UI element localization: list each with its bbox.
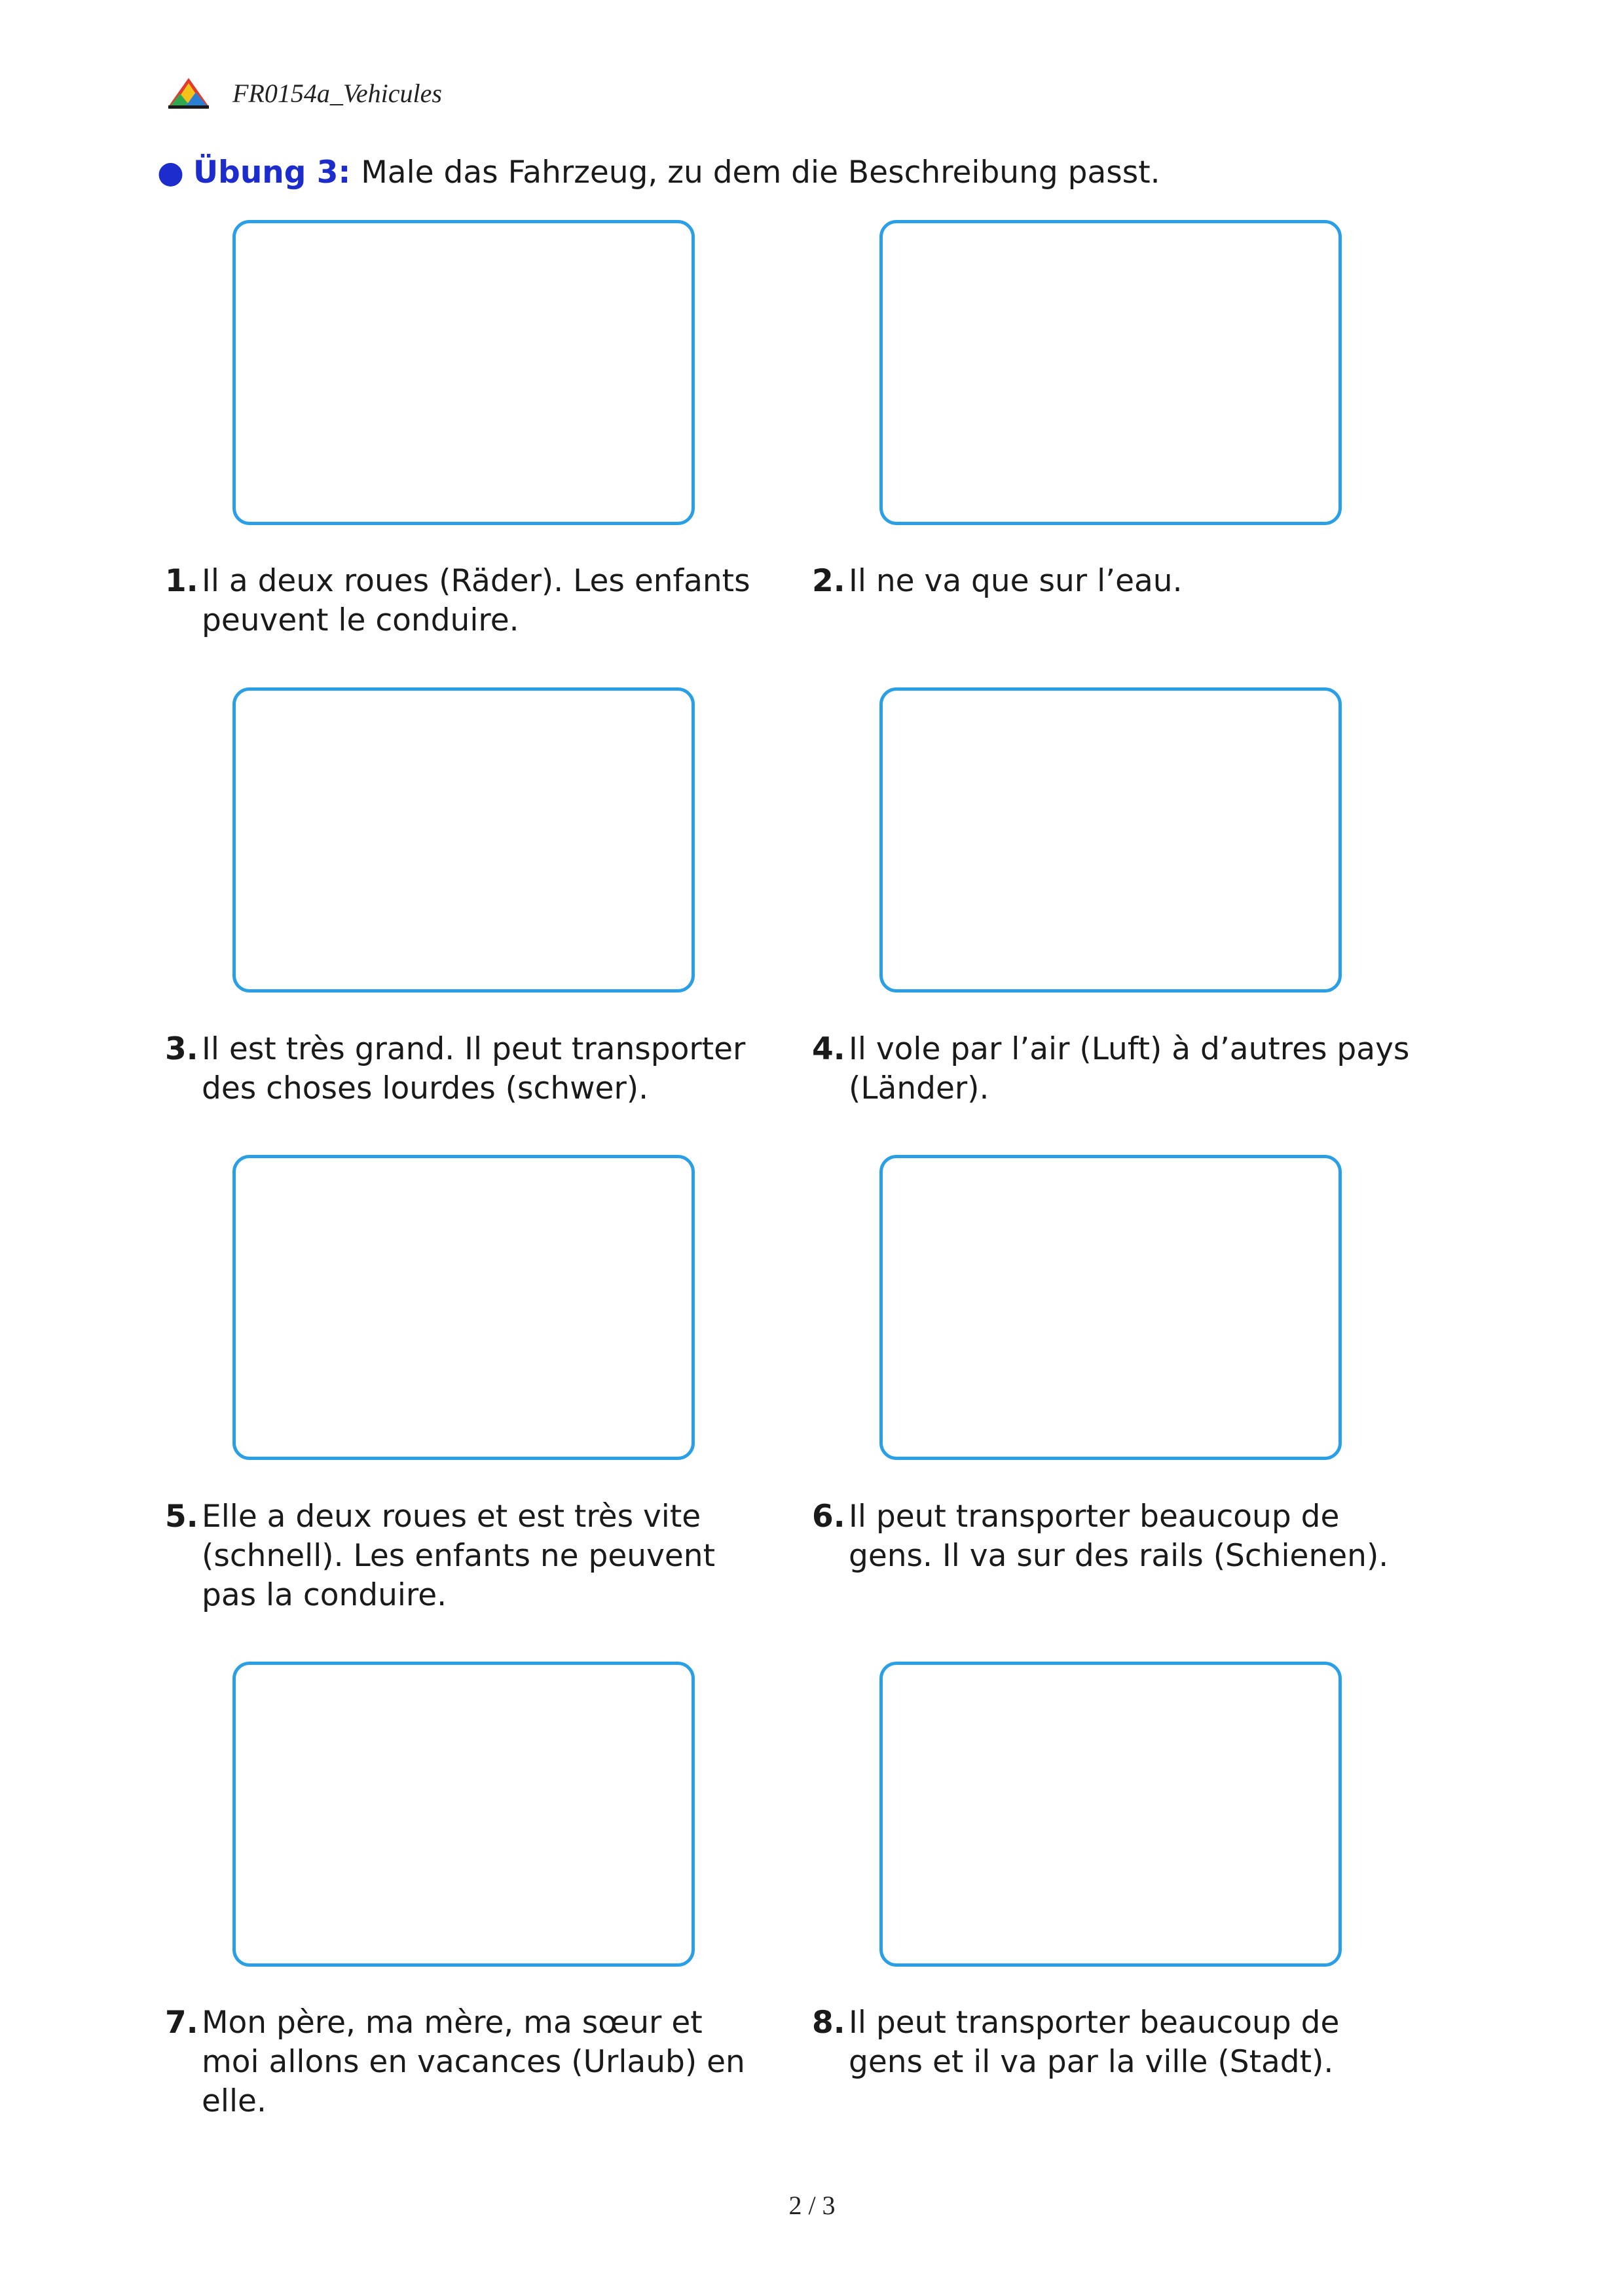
- item-text: Il a deux roues (Räder). Les enfants peuvent le conduire.: [202, 563, 750, 638]
- logo-icon: [167, 77, 210, 109]
- item-7: [165, 2003, 767, 2121]
- item-5: [165, 1497, 767, 1615]
- item-number: 7.: [165, 2005, 198, 2041]
- item-number: 3.: [165, 1031, 198, 1067]
- drawing-box-6[interactable]: [879, 1155, 1342, 1460]
- document-id: FR0154a_Vehicules: [232, 78, 442, 108]
- header: [167, 73, 442, 113]
- drawing-box-5[interactable]: [232, 1155, 695, 1460]
- item-number: 4.: [812, 1031, 845, 1067]
- item-4: [812, 1030, 1414, 1108]
- drawing-box-2[interactable]: [879, 220, 1342, 525]
- item-3: [165, 1030, 767, 1108]
- exercise-instruction: Male das Fahrzeug, zu dem die Beschreibung passt.: [361, 155, 1160, 191]
- item-8: [812, 2003, 1414, 2082]
- item-text: Mon père, ma mère, ma sœur et moi allons en vacances (Urlaub) en elle.: [202, 2005, 745, 2119]
- item-text: Il est très grand. Il peut transporter des choses lourdes (schwer).: [202, 1031, 746, 1106]
- item-number: 8.: [812, 2005, 845, 2041]
- item-number: 6.: [812, 1499, 845, 1535]
- item-number: 2.: [812, 563, 845, 599]
- item-number: 5.: [165, 1499, 198, 1535]
- bullet-icon: ●: [157, 155, 185, 191]
- drawing-box-4[interactable]: [879, 687, 1342, 993]
- drawing-box-3[interactable]: [232, 687, 695, 993]
- item-text: Il vole par l’air (Luft) à d’autres pays (Länder).: [849, 1031, 1410, 1106]
- page-number: 2 / 3: [788, 2191, 836, 2220]
- item-text: Il ne va que sur l’eau.: [849, 563, 1183, 599]
- drawing-box-7[interactable]: [232, 1662, 695, 1967]
- item-number: 1.: [165, 563, 198, 599]
- exercise-heading: [157, 155, 1160, 191]
- drawing-box-1[interactable]: [232, 220, 695, 525]
- item-text: Il peut transporter beaucoup de gens et il va par la ville (Stadt).: [849, 2005, 1340, 2080]
- item-2: [812, 562, 1414, 601]
- item-1: [165, 562, 767, 640]
- item-6: [812, 1497, 1414, 1576]
- item-text: Elle a deux roues et est très vite (schnell). Les enfants ne peuvent pas la conduire.: [202, 1499, 716, 1613]
- drawing-box-8[interactable]: [879, 1662, 1342, 1967]
- item-text: Il peut transporter beaucoup de gens. Il va sur des rails (Schienen).: [849, 1499, 1389, 1574]
- exercise-label: Übung 3:: [193, 155, 351, 191]
